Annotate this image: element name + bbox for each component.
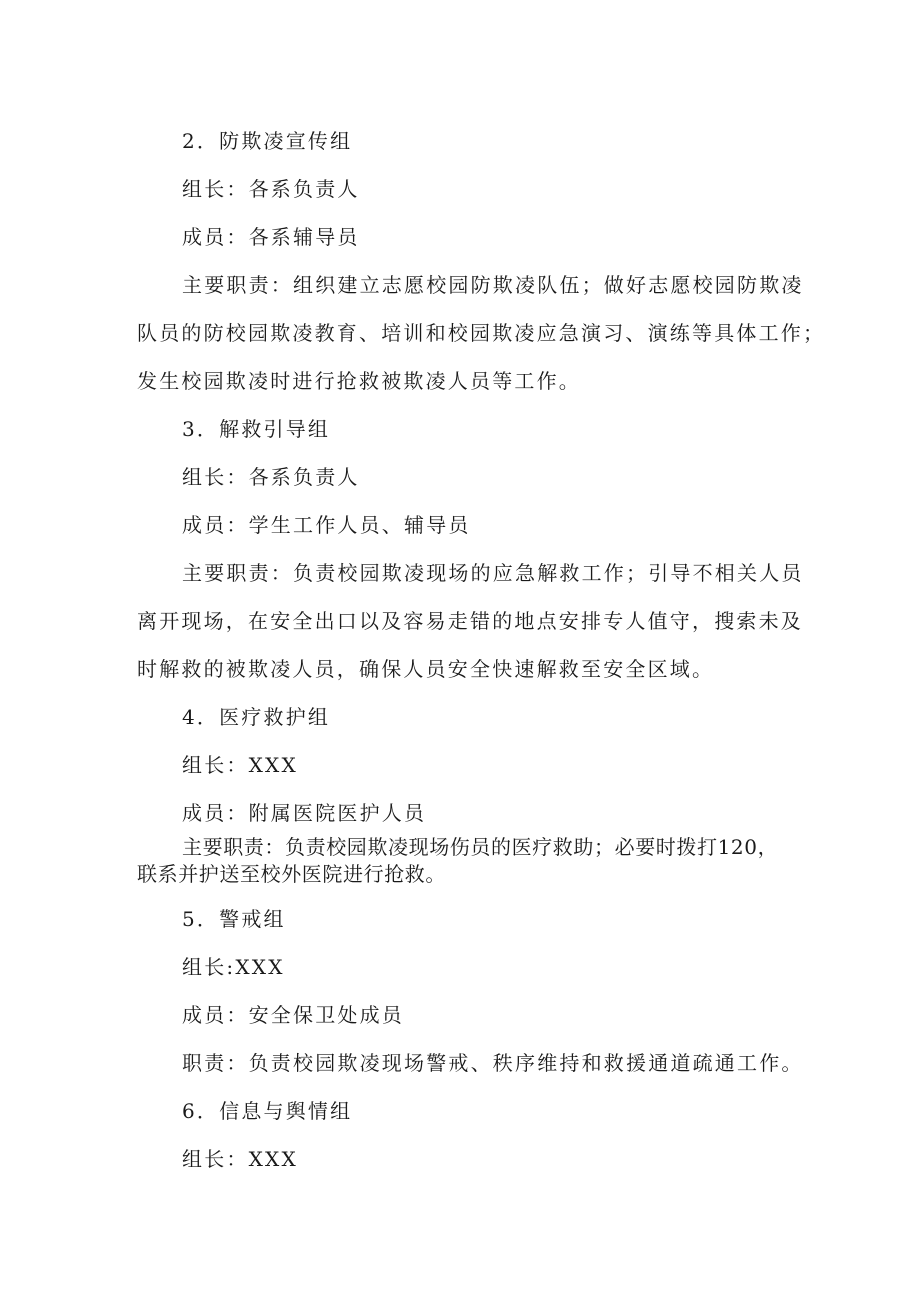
duties-line: 职责：负责校园欺凌现场警戒、秩序维持和救援通道疏通工作。 xyxy=(182,1051,804,1075)
duties-line: 主要职责：负责校园欺凌现场的应急解救工作；引导不相关人员 xyxy=(182,561,804,585)
section-heading: 5．警戒组 xyxy=(182,907,286,931)
group-leader: 组长：XXX xyxy=(182,753,298,777)
group-members: 成员：学生工作人员、辅导员 xyxy=(182,513,471,537)
group-leader: 组长：XXX xyxy=(182,1147,298,1171)
duties-line: 发生校园欺凌时进行抢救被欺凌人员等工作。 xyxy=(137,369,581,393)
duties-line: 主要职责：负责校园欺凌现场伤员的医疗救助；必要时拨打120， xyxy=(182,835,779,859)
duties-line: 离开现场，在安全出口以及容易走错的地点安排专人值守，搜索未及 xyxy=(137,609,803,633)
duties-line: 主要职责：组织建立志愿校园防欺凌队伍；做好志愿校园防欺凌 xyxy=(182,273,804,297)
group-leader: 组长：各系负责人 xyxy=(182,465,360,489)
section-heading: 4．医疗救护组 xyxy=(182,705,331,729)
group-members: 成员：各系辅导员 xyxy=(182,225,360,249)
duties-line: 时解救的被欺凌人员，确保人员安全快速解救至安全区域。 xyxy=(137,657,715,681)
section-heading: 2．防欺凌宣传组 xyxy=(182,129,353,153)
group-leader: 组长:XXX xyxy=(182,955,285,979)
group-members: 成员：附属医院医护人员 xyxy=(182,801,427,825)
duties-line: 队员的防校园欺凌教育、培训和校园欺凌应急演习、演练等具体工作； xyxy=(137,321,826,345)
group-leader: 组长：各系负责人 xyxy=(182,177,360,201)
duties-line: 联系并护送至校外医院进行抢救。 xyxy=(137,862,446,886)
section-heading: 6．信息与舆情组 xyxy=(182,1099,353,1123)
section-heading: 3．解救引导组 xyxy=(182,417,331,441)
group-members: 成员：安全保卫处成员 xyxy=(182,1003,404,1027)
